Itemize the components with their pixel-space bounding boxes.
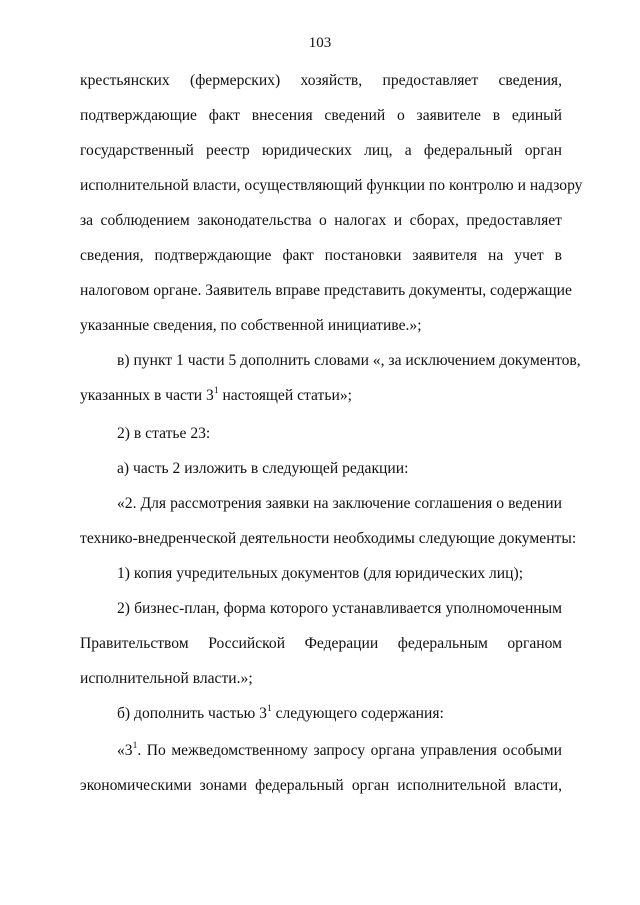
text-line: 2) бизнес-план, форма которого устанавливается уполномоченным xyxy=(117,600,562,617)
text-fragment: настоящей статьи»; xyxy=(218,387,352,404)
text-line: подтверждающие факт внесения сведений о заявителе в единый xyxy=(80,107,562,124)
text-line: крестьянских (фермерских) хозяйств, предоставляет сведения, xyxy=(80,72,562,89)
page-number: 103 xyxy=(308,35,332,51)
text-fragment: следующего содержания: xyxy=(271,705,444,722)
text-line: 1) копия учредительных документов (для юридических лиц); xyxy=(117,565,524,582)
text-line: «2. Для рассмотрения заявки на заключение соглашения о ведении xyxy=(117,495,562,512)
text-fragment: указанных в части 3 xyxy=(80,387,214,404)
text-line: исполнительной власти.»; xyxy=(80,670,253,687)
superscript: 1 xyxy=(213,385,219,396)
text-line: 2) в статье 23: xyxy=(117,425,211,442)
text-fragment: . По межведомственному запросу органа управления особыми xyxy=(137,742,562,759)
text-line: государственный реестр юридических лиц, а федеральный орган xyxy=(80,142,562,159)
text-line: Правительством Российской Федерации федеральным органом xyxy=(80,635,562,652)
text-line: исполнительной власти, осуществляющий функции по контролю и надзору xyxy=(80,177,583,194)
text-fragment xyxy=(117,742,562,759)
text-line: экономическими зонами федеральный орган исполнительной власти, xyxy=(80,777,562,794)
text-line: за соблюдением законодательства о налогах и сборах, предоставляет xyxy=(80,212,562,229)
text-line xyxy=(80,386,562,406)
text-line: налоговом органе. Заявитель вправе представить документы, содержащие xyxy=(80,282,572,299)
text-line: а) часть 2 изложить в следующей редакции: xyxy=(117,460,409,477)
text-line xyxy=(117,704,562,724)
text-line: сведения, подтверждающие факт постановки заявителя на учет в xyxy=(80,247,562,264)
superscript: 1 xyxy=(132,740,138,751)
text-line: указанные сведения, по собственной инициативе.»; xyxy=(80,317,422,334)
text-line: в) пункт 1 части 5 дополнить словами «, за исключением документов, xyxy=(117,352,581,369)
text-line: технико-внедренческой деятельности необходимы следующие документы: xyxy=(80,530,577,547)
superscript: 1 xyxy=(266,703,272,714)
text-fragment: «3 xyxy=(117,742,133,759)
text-fragment: б) дополнить частью 3 xyxy=(117,705,267,722)
text-line xyxy=(117,741,562,761)
